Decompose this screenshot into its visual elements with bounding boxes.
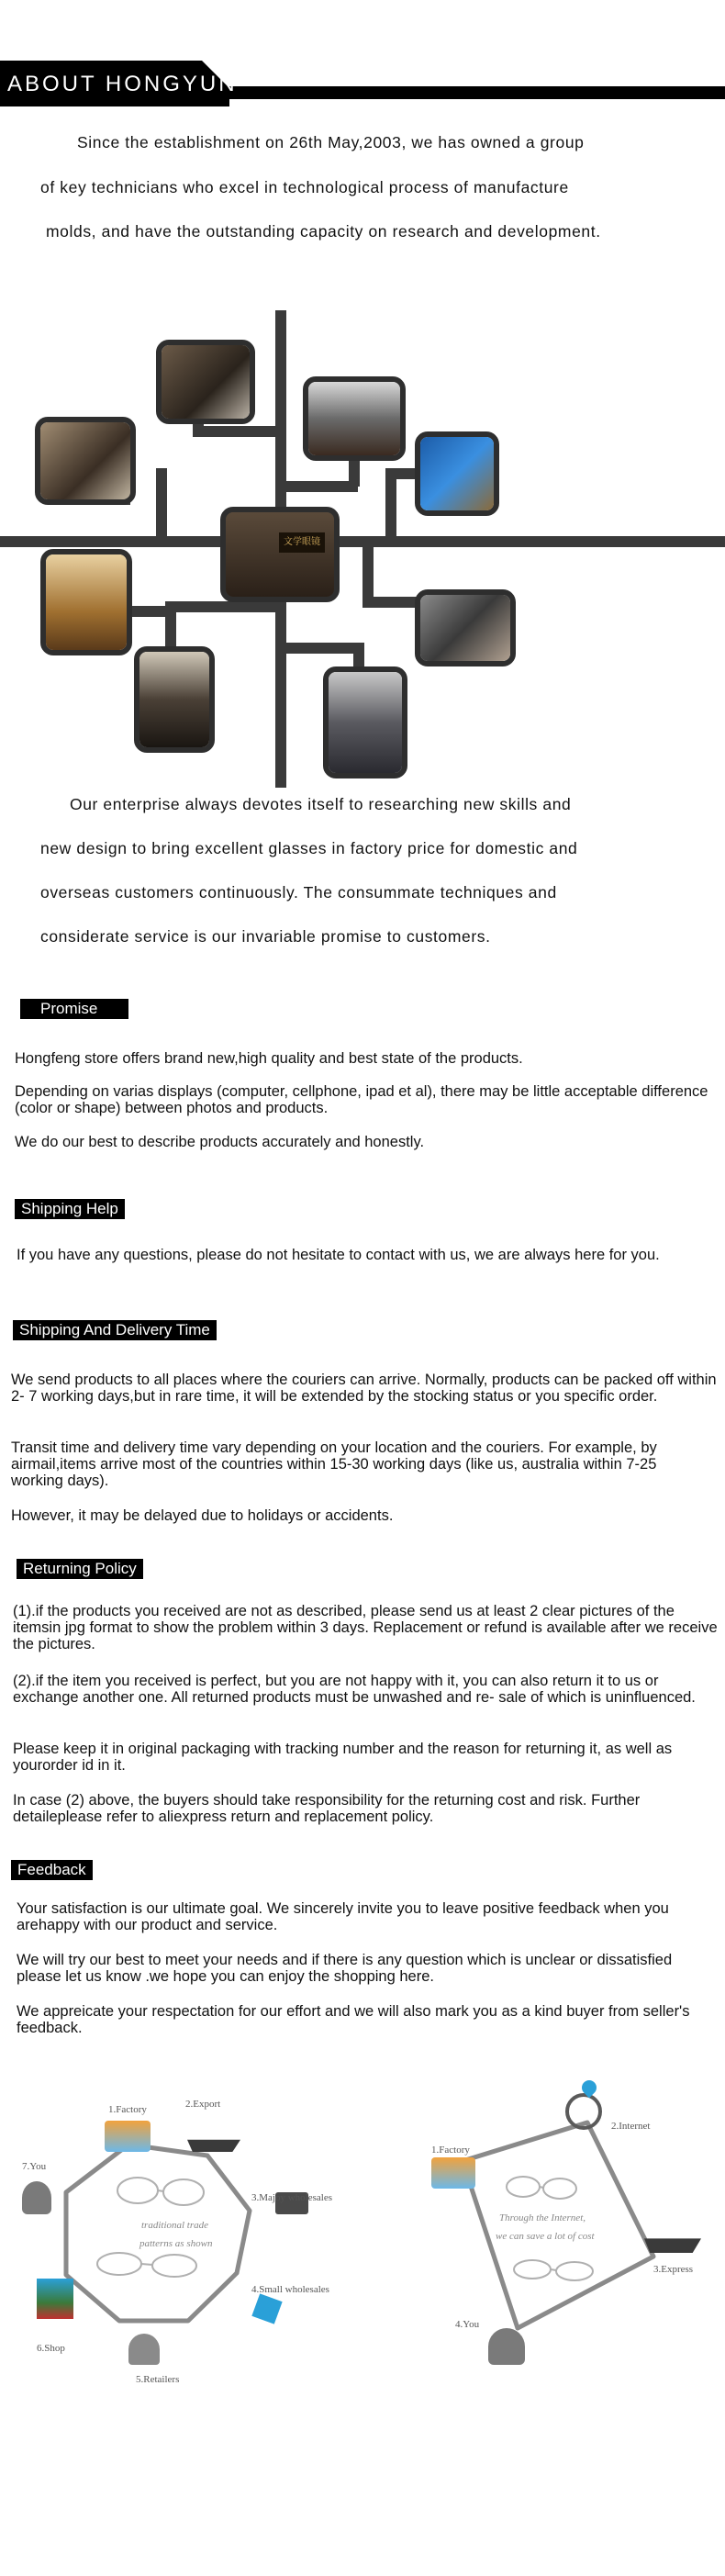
retailer-icon	[128, 2334, 160, 2365]
shipping-delivery-heading: Shipping And Delivery Time	[13, 1320, 217, 1340]
factory-photo-center	[220, 507, 340, 602]
step-label: 4.Small wholesales	[251, 2284, 329, 2295]
shop-icon	[37, 2279, 73, 2319]
feedback-paragraph: We will try our best to meet your needs and if there is any question which is unclear or dissatisfied please let us know .we hope you can enjoy the shopping here.	[17, 1952, 673, 1985]
returning-policy-paragraph: (2).if the item you received is perfect, but you are not happy with it, you can also return it to us or exchange another one. All returned products must be unwashed and re- sale of which is uninfluenced.	[13, 1673, 696, 1706]
feedback-paragraph: We appreicate your respectation for our effort and we will also mark you as a kind buyer from seller's feedback.	[17, 2003, 690, 2036]
step-label: 1.Factory	[431, 2145, 470, 2156]
internet-trade-diagram	[404, 2084, 725, 2396]
step-label: 2.Export	[185, 2099, 221, 2110]
step-label: 2.Internet	[611, 2121, 651, 2132]
enterprise-line: considerate service is our invariable promise to customers.	[40, 927, 491, 946]
factory-photo-1	[156, 340, 255, 424]
factory-photo-2	[303, 376, 406, 461]
promise-heading: Promise	[20, 999, 128, 1019]
about-title: ABOUT HONGYUN	[7, 72, 238, 96]
step-label: 7.You	[22, 2161, 47, 2172]
center-photo-sign: 文学眼镜	[279, 532, 325, 553]
factory-photo-5	[40, 549, 132, 655]
enterprise-line: Our enterprise always devotes itself to researching new skills and	[70, 795, 572, 813]
person-icon	[22, 2181, 51, 2214]
factory-photo-6	[415, 589, 516, 666]
enterprise-line: new design to bring excellent glasses in factory price for domestic and	[40, 839, 578, 857]
factory-photo-7	[134, 646, 215, 753]
factory-icon	[431, 2157, 475, 2189]
step-label: 6.Shop	[37, 2343, 65, 2354]
step-label: 3.Majoy wholesales	[251, 2192, 332, 2203]
returning-policy-paragraph: In case (2) above, the buyers should take responsibility for the returning cost and risk. Further detaileplease refer to aliexpress return and replacement policy.	[13, 1792, 641, 1825]
step-label: 5.Retailers	[136, 2374, 180, 2385]
returning-policy-paragraph: Please keep it in original packaging with tracking number and the reason for returning it, as well as yourorder id in it.	[13, 1741, 673, 1774]
shipping-help-heading: Shipping Help	[15, 1199, 125, 1219]
globe-icon	[565, 2093, 602, 2130]
shipping-delivery-paragraph: Transit time and delivery time vary depending on your location and the couriers. For example, by airmail,items arrive most of the countries within 15-30 working days (like us, australia within 7-25 working days).	[11, 1439, 657, 1489]
diagram-caption: patterns as shown	[139, 2238, 213, 2249]
promise-paragraph: Hongfeng store offers brand new,high quality and best state of the products.	[15, 1050, 523, 1067]
enterprise-line: overseas customers continuously. The consummate techniques and	[40, 883, 557, 902]
factory-photo-3	[415, 431, 499, 516]
factory-photo-8	[323, 666, 407, 778]
intro-line: Since the establishment on 26th May,2003, we has owned a group	[77, 133, 585, 151]
diagram-caption: Through the Internet,	[499, 2212, 586, 2223]
factory-icon	[105, 2121, 151, 2152]
feedback-paragraph: Your satisfaction is our ultimate goal. We sincerely invite you to leave positive feedback when you arehappy with our product and service.	[17, 1900, 669, 1933]
diagram-caption: we can save a lot of cost	[496, 2231, 595, 2242]
traditional-trade-diagram	[0, 2084, 358, 2396]
person-icon	[488, 2328, 525, 2365]
shipping-delivery-paragraph: We send products to all places where the couriers can arrive. Normally, products can be packed off within 2- 7 working days,but in rare time, it will be extended by the stocking status or you specific order.	[11, 1372, 717, 1405]
shipping-delivery-paragraph: However, it may be delayed due to holidays or accidents.	[11, 1507, 394, 1524]
intro-line: molds, and have the outstanding capacity on research and development.	[46, 222, 601, 241]
step-label: 3.Express	[653, 2264, 694, 2275]
promise-paragraph: We do our best to describe products accurately and honestly.	[15, 1134, 425, 1150]
factory-photo-tree	[0, 303, 725, 799]
shipping-help-paragraph: If you have any questions, please do not hesitate to contact with us, we are always here for you.	[17, 1247, 660, 1263]
returning-policy-heading: Returning Policy	[17, 1559, 143, 1579]
factory-photo-4	[35, 417, 136, 505]
intro-line: of key technicians who excel in technological process of manufacture	[40, 178, 569, 196]
step-label: 1.Factory	[108, 2104, 147, 2115]
feedback-heading: Feedback	[11, 1860, 93, 1880]
diagram-caption: traditional trade	[141, 2220, 209, 2231]
about-header-bar	[0, 61, 725, 106]
returning-policy-paragraph: (1).if the products you received are not as described, please send us at least 2 clear pictures of the itemsin jpg format to show the problem within 3 days. Replacement or refund is available after we receive the pictures.	[13, 1603, 718, 1652]
step-label: 4.You	[455, 2319, 480, 2330]
promise-paragraph: Depending on varias displays (computer, cellphone, ipad et al), there may be little acceptable difference (color or shape) between photos and products.	[15, 1083, 708, 1116]
